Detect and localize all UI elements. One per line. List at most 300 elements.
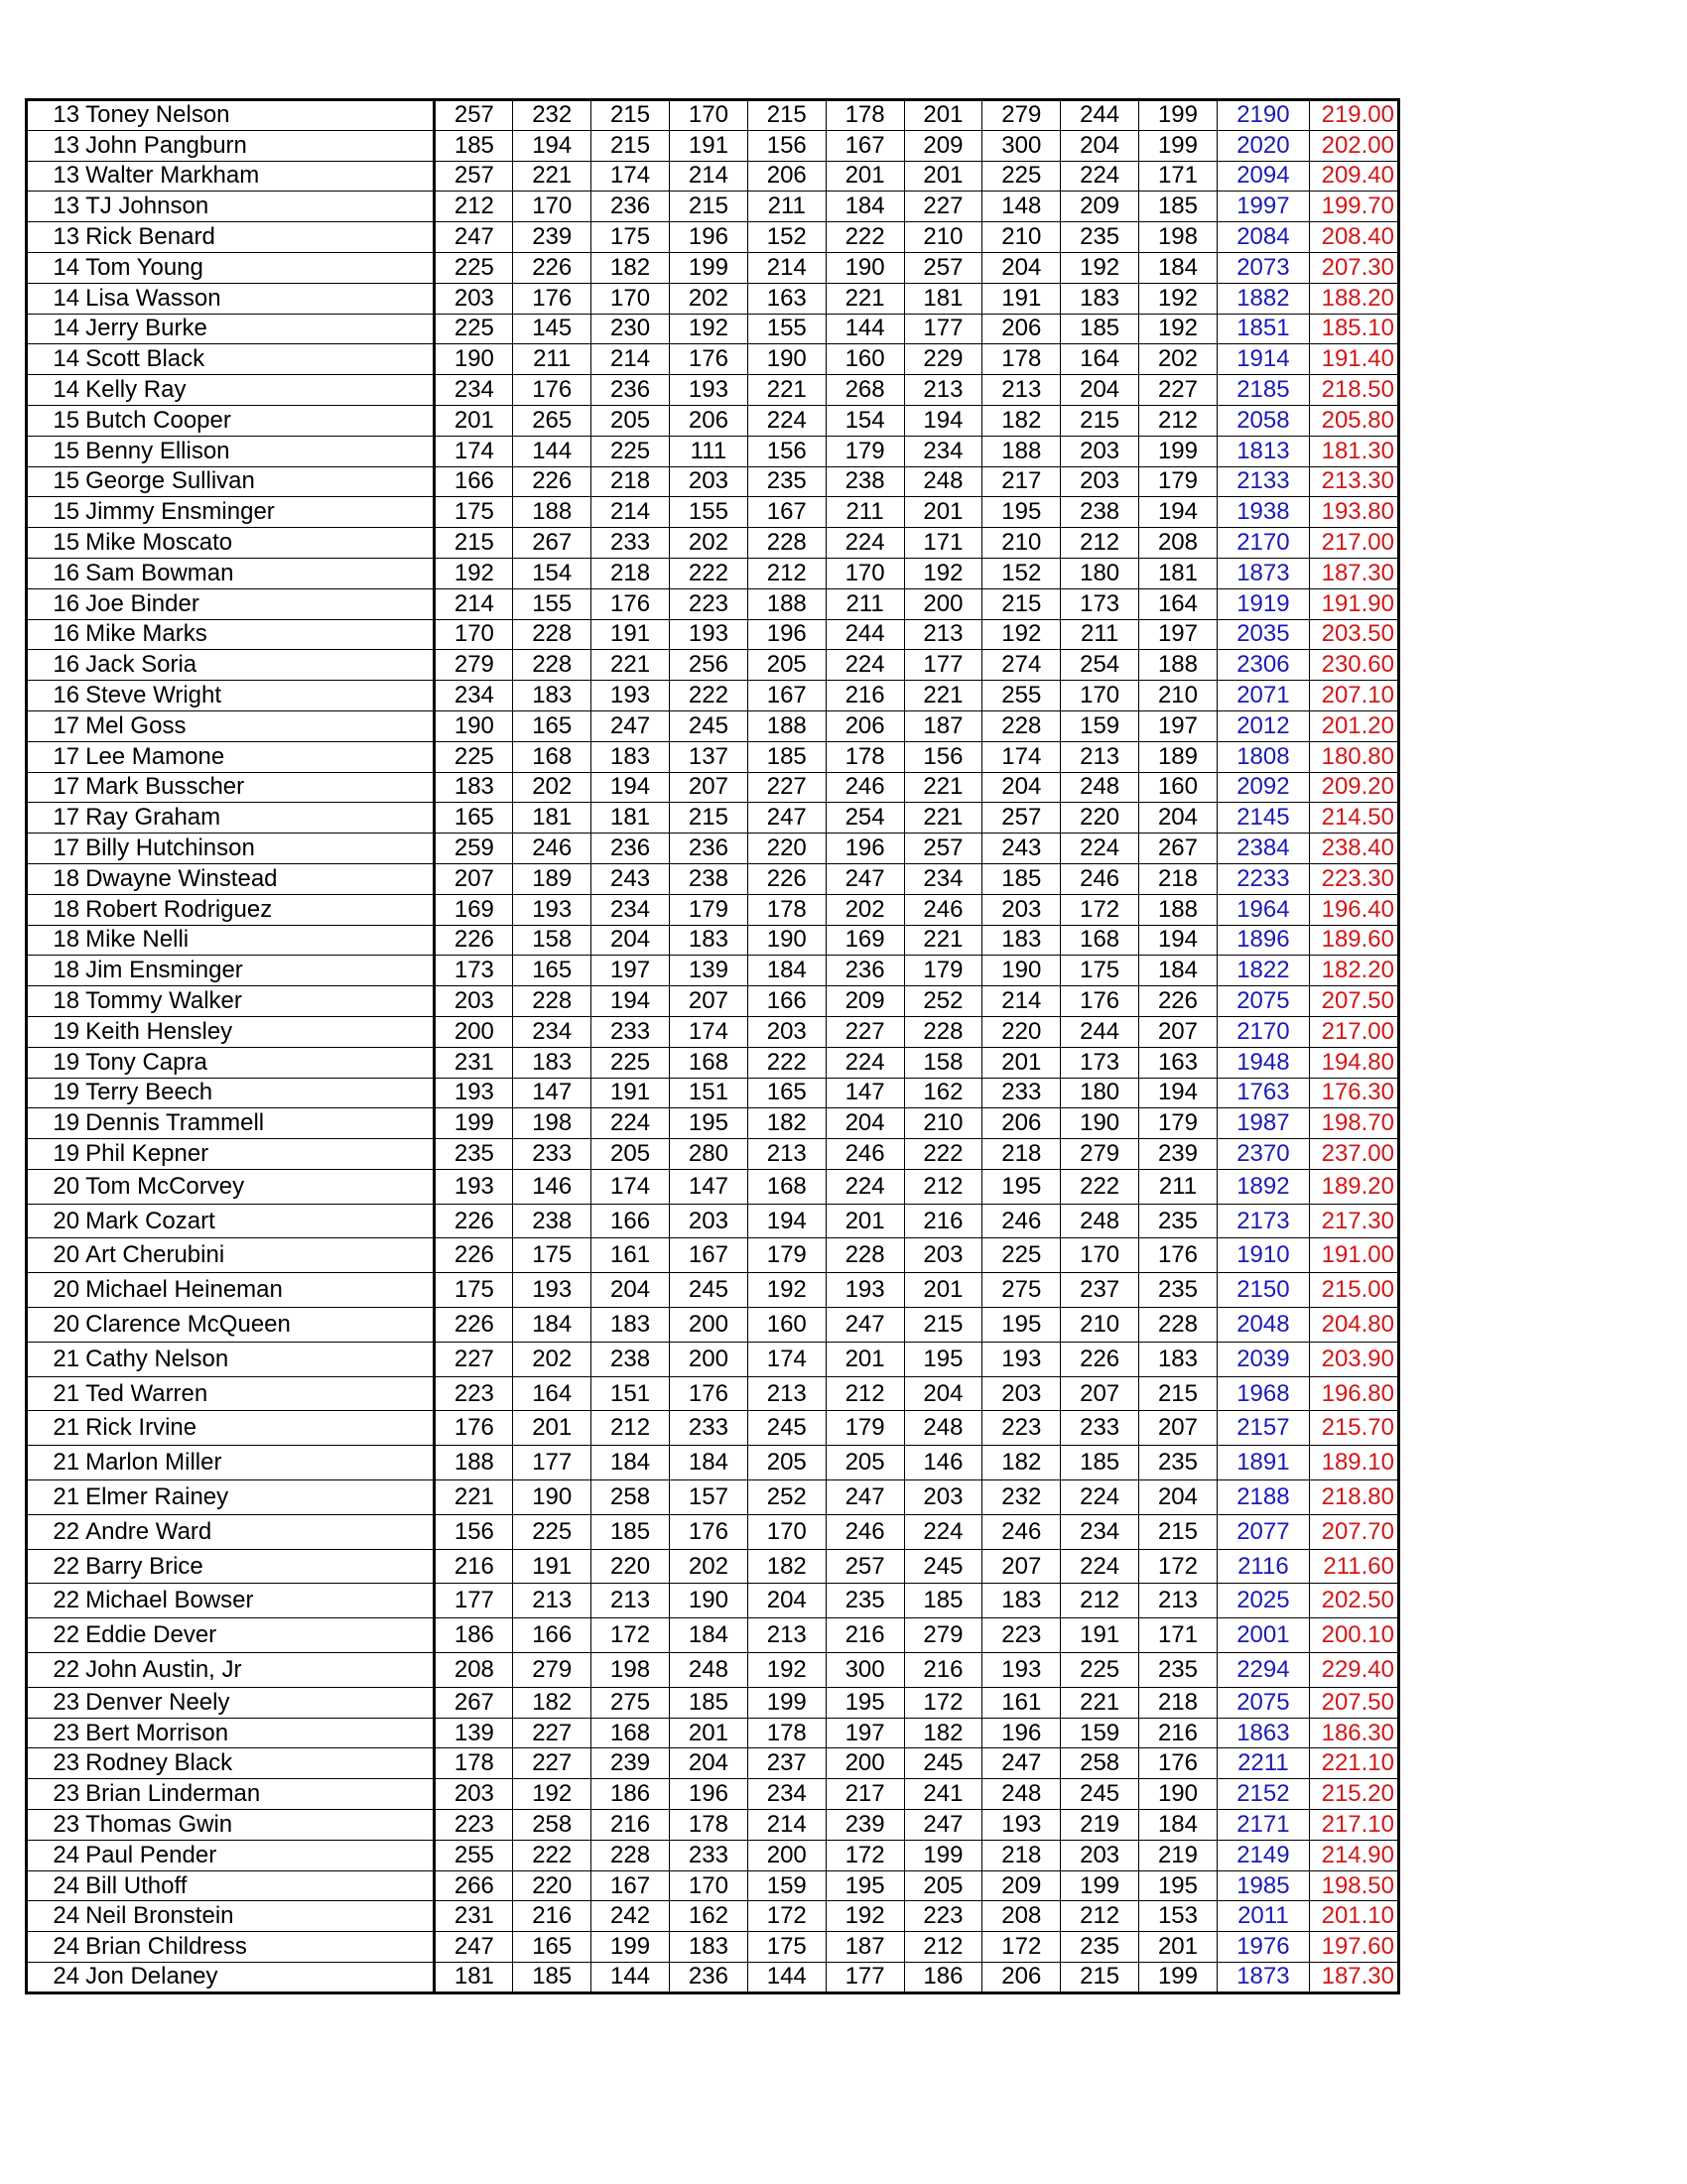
round-cell: 19: [27, 1016, 82, 1047]
game-score-cell: 156: [904, 741, 982, 772]
table-row: [27, 588, 1399, 619]
game-score-cell: 215: [1061, 405, 1139, 436]
game-score-cell: 183: [591, 741, 670, 772]
game-score-cell: 244: [826, 619, 904, 650]
game-score-cell: 218: [1139, 863, 1218, 894]
game-score-cell: 224: [1061, 1549, 1139, 1584]
game-score-cell: 215: [1061, 1963, 1139, 1993]
game-score-cell: 178: [982, 344, 1061, 375]
game-score-cell: 215: [435, 528, 513, 559]
game-score-cell: 227: [435, 1342, 513, 1376]
game-score-cell: 212: [1061, 1901, 1139, 1932]
game-score-cell: 182: [747, 1108, 826, 1139]
round-cell: 21: [27, 1411, 82, 1446]
game-score-cell: 216: [591, 1810, 670, 1841]
game-score-cell: 202: [669, 528, 747, 559]
round-cell: 15: [27, 466, 82, 497]
round-cell: 23: [27, 1810, 82, 1841]
table-row: [27, 650, 1399, 681]
game-score-cell: 178: [747, 1718, 826, 1748]
game-score-cell: 248: [669, 1653, 747, 1688]
total-pins-cell: 1910: [1217, 1238, 1309, 1273]
total-pins-cell: 1863: [1217, 1718, 1309, 1748]
game-score-cell: 190: [435, 710, 513, 741]
table-row: [27, 1446, 1399, 1480]
bowler-name-cell: Benny Ellison: [81, 436, 435, 466]
game-score-cell: 174: [982, 741, 1061, 772]
table-row: [27, 1963, 1399, 1993]
game-score-cell: 248: [904, 1411, 982, 1446]
game-score-cell: 181: [1139, 558, 1218, 588]
bowler-name-cell: Neil Bronstein: [81, 1901, 435, 1932]
game-score-cell: 206: [669, 405, 747, 436]
game-score-cell: 170: [591, 283, 670, 314]
game-score-cell: 247: [591, 710, 670, 741]
game-score-cell: 154: [826, 405, 904, 436]
game-score-cell: 204: [1139, 1480, 1218, 1515]
game-score-cell: 151: [591, 1376, 670, 1411]
game-score-cell: 193: [982, 1653, 1061, 1688]
game-score-cell: 199: [591, 1932, 670, 1963]
game-score-cell: 252: [747, 1480, 826, 1515]
total-pins-cell: 2171: [1217, 1810, 1309, 1841]
table-row: [27, 986, 1399, 1017]
game-score-cell: 247: [904, 1810, 982, 1841]
table-row: [27, 192, 1399, 222]
game-score-cell: 211: [513, 344, 591, 375]
game-score-cell: 201: [435, 405, 513, 436]
round-cell: 23: [27, 1748, 82, 1779]
bowler-name-cell: John Austin, Jr: [81, 1653, 435, 1688]
game-score-cell: 167: [591, 1870, 670, 1901]
game-score-cell: 165: [513, 1932, 591, 1963]
round-cell: 23: [27, 1718, 82, 1748]
average-cell: 214.50: [1309, 803, 1398, 834]
game-score-cell: 212: [1139, 405, 1218, 436]
total-pins-cell: 1997: [1217, 192, 1309, 222]
game-score-cell: 208: [435, 1653, 513, 1688]
average-cell: 189.60: [1309, 925, 1398, 956]
game-score-cell: 207: [669, 772, 747, 803]
game-score-cell: 243: [591, 863, 670, 894]
game-score-cell: 186: [904, 1963, 982, 1993]
round-cell: 18: [27, 925, 82, 956]
total-pins-cell: 1919: [1217, 588, 1309, 619]
game-score-cell: 229: [904, 344, 982, 375]
game-score-cell: 254: [826, 803, 904, 834]
game-score-cell: 238: [826, 466, 904, 497]
average-cell: 238.40: [1309, 834, 1398, 864]
game-score-cell: 203: [669, 1204, 747, 1238]
game-score-cell: 228: [513, 986, 591, 1017]
game-score-cell: 279: [435, 650, 513, 681]
game-score-cell: 144: [826, 314, 904, 344]
game-score-cell: 192: [1139, 283, 1218, 314]
round-cell: 20: [27, 1238, 82, 1273]
game-score-cell: 181: [435, 1963, 513, 1993]
game-score-cell: 195: [826, 1870, 904, 1901]
game-score-cell: 216: [435, 1549, 513, 1584]
bowler-name-cell: Mark Cozart: [81, 1204, 435, 1238]
table-row: [27, 436, 1399, 466]
game-score-cell: 194: [591, 772, 670, 803]
total-pins-cell: 1892: [1217, 1169, 1309, 1204]
total-pins-cell: 2157: [1217, 1411, 1309, 1446]
game-score-cell: 215: [1139, 1376, 1218, 1411]
game-score-cell: 216: [826, 681, 904, 711]
table-row: [27, 1238, 1399, 1273]
average-cell: 215.20: [1309, 1779, 1398, 1810]
game-score-cell: 175: [747, 1932, 826, 1963]
game-score-cell: 187: [904, 710, 982, 741]
game-score-cell: 243: [982, 834, 1061, 864]
game-score-cell: 246: [826, 1514, 904, 1549]
game-score-cell: 222: [513, 1840, 591, 1870]
game-score-cell: 274: [982, 650, 1061, 681]
total-pins-cell: 2084: [1217, 222, 1309, 253]
game-score-cell: 183: [982, 1584, 1061, 1618]
total-pins-cell: 2306: [1217, 650, 1309, 681]
game-score-cell: 188: [435, 1446, 513, 1480]
round-cell: 22: [27, 1549, 82, 1584]
average-cell: 217.00: [1309, 1016, 1398, 1047]
game-score-cell: 223: [435, 1376, 513, 1411]
game-score-cell: 201: [982, 1047, 1061, 1078]
game-score-cell: 247: [982, 1748, 1061, 1779]
total-pins-cell: 2075: [1217, 986, 1309, 1017]
total-pins-cell: 1896: [1217, 925, 1309, 956]
game-score-cell: 152: [982, 558, 1061, 588]
bowler-name-cell: Clarence McQueen: [81, 1308, 435, 1343]
game-score-cell: 213: [904, 375, 982, 406]
game-score-cell: 205: [826, 1446, 904, 1480]
game-score-cell: 207: [669, 986, 747, 1017]
game-score-cell: 173: [435, 956, 513, 986]
table-row: [27, 130, 1399, 161]
game-score-cell: 212: [1061, 1584, 1139, 1618]
game-score-cell: 199: [669, 252, 747, 283]
game-score-cell: 213: [1061, 741, 1139, 772]
game-score-cell: 228: [591, 1840, 670, 1870]
game-score-cell: 235: [1061, 1932, 1139, 1963]
game-score-cell: 193: [591, 681, 670, 711]
total-pins-cell: 2190: [1217, 100, 1309, 131]
round-cell: 15: [27, 497, 82, 528]
game-score-cell: 212: [904, 1169, 982, 1204]
game-score-cell: 239: [826, 1810, 904, 1841]
game-score-cell: 183: [513, 681, 591, 711]
game-score-cell: 181: [513, 803, 591, 834]
game-score-cell: 148: [982, 192, 1061, 222]
bowler-name-cell: Bert Morrison: [81, 1718, 435, 1748]
round-cell: 14: [27, 314, 82, 344]
game-score-cell: 203: [904, 1238, 982, 1273]
game-score-cell: 267: [513, 528, 591, 559]
game-score-cell: 214: [982, 986, 1061, 1017]
game-score-cell: 185: [513, 1963, 591, 1993]
game-score-cell: 176: [1139, 1238, 1218, 1273]
game-score-cell: 227: [747, 772, 826, 803]
game-score-cell: 221: [904, 772, 982, 803]
game-score-cell: 226: [747, 863, 826, 894]
average-cell: 229.40: [1309, 1653, 1398, 1688]
game-score-cell: 178: [435, 1748, 513, 1779]
game-score-cell: 208: [1139, 528, 1218, 559]
game-score-cell: 188: [747, 588, 826, 619]
game-score-cell: 183: [982, 925, 1061, 956]
game-score-cell: 213: [747, 1618, 826, 1653]
game-score-cell: 183: [1139, 1342, 1218, 1376]
game-score-cell: 247: [435, 222, 513, 253]
game-score-cell: 210: [1061, 1308, 1139, 1343]
game-score-cell: 139: [435, 1718, 513, 1748]
game-score-cell: 190: [1061, 1108, 1139, 1139]
total-pins-cell: 2039: [1217, 1342, 1309, 1376]
game-score-cell: 203: [747, 1016, 826, 1047]
total-pins-cell: 2058: [1217, 405, 1309, 436]
round-cell: 24: [27, 1870, 82, 1901]
game-score-cell: 219: [1139, 1840, 1218, 1870]
game-score-cell: 215: [669, 192, 747, 222]
round-cell: 14: [27, 283, 82, 314]
total-pins-cell: 1968: [1217, 1376, 1309, 1411]
game-score-cell: 175: [435, 1273, 513, 1308]
table-row: [27, 1480, 1399, 1515]
game-score-cell: 193: [435, 1169, 513, 1204]
average-cell: 191.00: [1309, 1238, 1398, 1273]
round-cell: 24: [27, 1963, 82, 1993]
bowler-name-cell: Michael Bowser: [81, 1584, 435, 1618]
table-row: [27, 1016, 1399, 1047]
game-score-cell: 153: [1139, 1901, 1218, 1932]
game-score-cell: 190: [747, 925, 826, 956]
game-score-cell: 235: [435, 1139, 513, 1170]
game-score-cell: 256: [669, 650, 747, 681]
game-score-cell: 218: [982, 1840, 1061, 1870]
table-row: [27, 558, 1399, 588]
game-score-cell: 215: [669, 803, 747, 834]
table-row: [27, 1870, 1399, 1901]
game-score-cell: 207: [1061, 1376, 1139, 1411]
game-score-cell: 196: [669, 1779, 747, 1810]
table-row: [27, 1273, 1399, 1308]
game-score-cell: 217: [982, 466, 1061, 497]
game-score-cell: 221: [513, 161, 591, 192]
game-score-cell: 220: [982, 1016, 1061, 1047]
game-score-cell: 158: [904, 1047, 982, 1078]
game-score-cell: 182: [513, 1687, 591, 1718]
game-score-cell: 224: [826, 1047, 904, 1078]
table-row: [27, 1342, 1399, 1376]
game-score-cell: 258: [1061, 1748, 1139, 1779]
bowler-name-cell: Terry Beech: [81, 1078, 435, 1108]
game-score-cell: 170: [669, 1870, 747, 1901]
game-score-cell: 177: [904, 650, 982, 681]
game-score-cell: 178: [826, 100, 904, 131]
total-pins-cell: 2233: [1217, 863, 1309, 894]
game-score-cell: 220: [747, 834, 826, 864]
game-score-cell: 300: [826, 1653, 904, 1688]
total-pins-cell: 1882: [1217, 283, 1309, 314]
game-score-cell: 226: [435, 925, 513, 956]
game-score-cell: 168: [591, 1718, 670, 1748]
round-cell: 17: [27, 772, 82, 803]
game-score-cell: 227: [1139, 375, 1218, 406]
round-cell: 16: [27, 681, 82, 711]
table-row: [27, 1748, 1399, 1779]
game-score-cell: 175: [591, 222, 670, 253]
game-score-cell: 169: [826, 925, 904, 956]
total-pins-cell: 1851: [1217, 314, 1309, 344]
game-score-cell: 248: [904, 466, 982, 497]
bowler-name-cell: Lee Mamone: [81, 741, 435, 772]
total-pins-cell: 2116: [1217, 1549, 1309, 1584]
total-pins-cell: 1976: [1217, 1932, 1309, 1963]
game-score-cell: 200: [826, 1748, 904, 1779]
game-score-cell: 279: [982, 100, 1061, 131]
total-pins-cell: 1948: [1217, 1047, 1309, 1078]
bowler-name-cell: Eddie Dever: [81, 1618, 435, 1653]
game-score-cell: 224: [1061, 834, 1139, 864]
bowler-name-cell: Michael Heineman: [81, 1273, 435, 1308]
game-score-cell: 214: [435, 588, 513, 619]
round-cell: 13: [27, 100, 82, 131]
average-cell: 207.50: [1309, 986, 1398, 1017]
round-cell: 14: [27, 375, 82, 406]
game-score-cell: 146: [904, 1446, 982, 1480]
game-score-cell: 185: [591, 1514, 670, 1549]
game-score-cell: 234: [904, 863, 982, 894]
average-cell: 203.50: [1309, 619, 1398, 650]
game-score-cell: 182: [982, 405, 1061, 436]
game-score-cell: 179: [1139, 466, 1218, 497]
game-score-cell: 203: [435, 283, 513, 314]
average-cell: 214.90: [1309, 1840, 1398, 1870]
game-score-cell: 196: [826, 834, 904, 864]
total-pins-cell: 1964: [1217, 894, 1309, 925]
game-score-cell: 212: [435, 192, 513, 222]
game-score-cell: 183: [669, 925, 747, 956]
game-score-cell: 204: [591, 925, 670, 956]
game-score-cell: 192: [669, 314, 747, 344]
table-row: [27, 1514, 1399, 1549]
game-score-cell: 197: [826, 1718, 904, 1748]
table-row: [27, 1549, 1399, 1584]
game-score-cell: 191: [513, 1549, 591, 1584]
round-cell: 17: [27, 803, 82, 834]
table-row: [27, 1584, 1399, 1618]
game-score-cell: 164: [1139, 588, 1218, 619]
game-score-cell: 204: [982, 252, 1061, 283]
game-score-cell: 246: [982, 1514, 1061, 1549]
table-row: [27, 1901, 1399, 1932]
game-score-cell: 179: [904, 956, 982, 986]
game-score-cell: 238: [591, 1342, 670, 1376]
average-cell: 189.10: [1309, 1446, 1398, 1480]
game-score-cell: 181: [904, 283, 982, 314]
game-score-cell: 205: [747, 650, 826, 681]
game-score-cell: 198: [513, 1108, 591, 1139]
bowler-name-cell: Jon Delaney: [81, 1963, 435, 1993]
total-pins-cell: 2035: [1217, 619, 1309, 650]
round-cell: 18: [27, 894, 82, 925]
bowler-name-cell: Toney Nelson: [81, 100, 435, 131]
game-score-cell: 252: [904, 986, 982, 1017]
game-score-cell: 235: [1139, 1446, 1218, 1480]
game-score-cell: 226: [435, 1238, 513, 1273]
game-score-cell: 170: [669, 100, 747, 131]
game-score-cell: 155: [669, 497, 747, 528]
game-score-cell: 193: [669, 619, 747, 650]
game-score-cell: 246: [826, 1139, 904, 1170]
table-row: [27, 222, 1399, 253]
game-score-cell: 162: [904, 1078, 982, 1108]
game-score-cell: 180: [1061, 1078, 1139, 1108]
game-score-cell: 224: [1061, 1480, 1139, 1515]
game-score-cell: 152: [747, 222, 826, 253]
total-pins-cell: 1938: [1217, 497, 1309, 528]
game-score-cell: 176: [1139, 1748, 1218, 1779]
total-pins-cell: 2020: [1217, 130, 1309, 161]
bowler-name-cell: Marlon Miller: [81, 1446, 435, 1480]
game-score-cell: 237: [1061, 1273, 1139, 1308]
total-pins-cell: 2092: [1217, 772, 1309, 803]
game-score-cell: 199: [747, 1687, 826, 1718]
game-score-cell: 228: [513, 650, 591, 681]
game-score-cell: 192: [747, 1653, 826, 1688]
game-score-cell: 228: [1139, 1308, 1218, 1343]
table-row: [27, 375, 1399, 406]
game-score-cell: 245: [747, 1411, 826, 1446]
bowler-name-cell: Keith Hensley: [81, 1016, 435, 1047]
game-score-cell: 217: [826, 1779, 904, 1810]
game-score-cell: 202: [669, 283, 747, 314]
game-score-cell: 279: [513, 1653, 591, 1688]
game-score-cell: 174: [747, 1342, 826, 1376]
table-row: [27, 100, 1399, 131]
game-score-cell: 171: [1139, 1618, 1218, 1653]
average-cell: 186.30: [1309, 1718, 1398, 1748]
game-score-cell: 201: [513, 1411, 591, 1446]
game-score-cell: 193: [669, 375, 747, 406]
game-score-cell: 221: [747, 375, 826, 406]
total-pins-cell: 2185: [1217, 375, 1309, 406]
game-score-cell: 238: [513, 1204, 591, 1238]
game-score-cell: 203: [669, 466, 747, 497]
game-score-cell: 223: [904, 1901, 982, 1932]
total-pins-cell: 1873: [1217, 558, 1309, 588]
game-score-cell: 227: [904, 192, 982, 222]
game-score-cell: 225: [1061, 1653, 1139, 1688]
game-score-cell: 189: [1139, 741, 1218, 772]
game-score-cell: 179: [1139, 1108, 1218, 1139]
table-row: [27, 1078, 1399, 1108]
game-score-cell: 201: [904, 100, 982, 131]
game-score-cell: 160: [826, 344, 904, 375]
round-cell: 16: [27, 588, 82, 619]
game-score-cell: 210: [982, 528, 1061, 559]
game-score-cell: 203: [435, 1779, 513, 1810]
game-score-cell: 203: [1061, 436, 1139, 466]
table-row: [27, 863, 1399, 894]
game-score-cell: 247: [826, 1308, 904, 1343]
game-score-cell: 247: [747, 803, 826, 834]
round-cell: 22: [27, 1584, 82, 1618]
bowler-name-cell: Mike Moscato: [81, 528, 435, 559]
table-row: [27, 1139, 1399, 1170]
table-row: [27, 314, 1399, 344]
total-pins-cell: 2294: [1217, 1653, 1309, 1688]
